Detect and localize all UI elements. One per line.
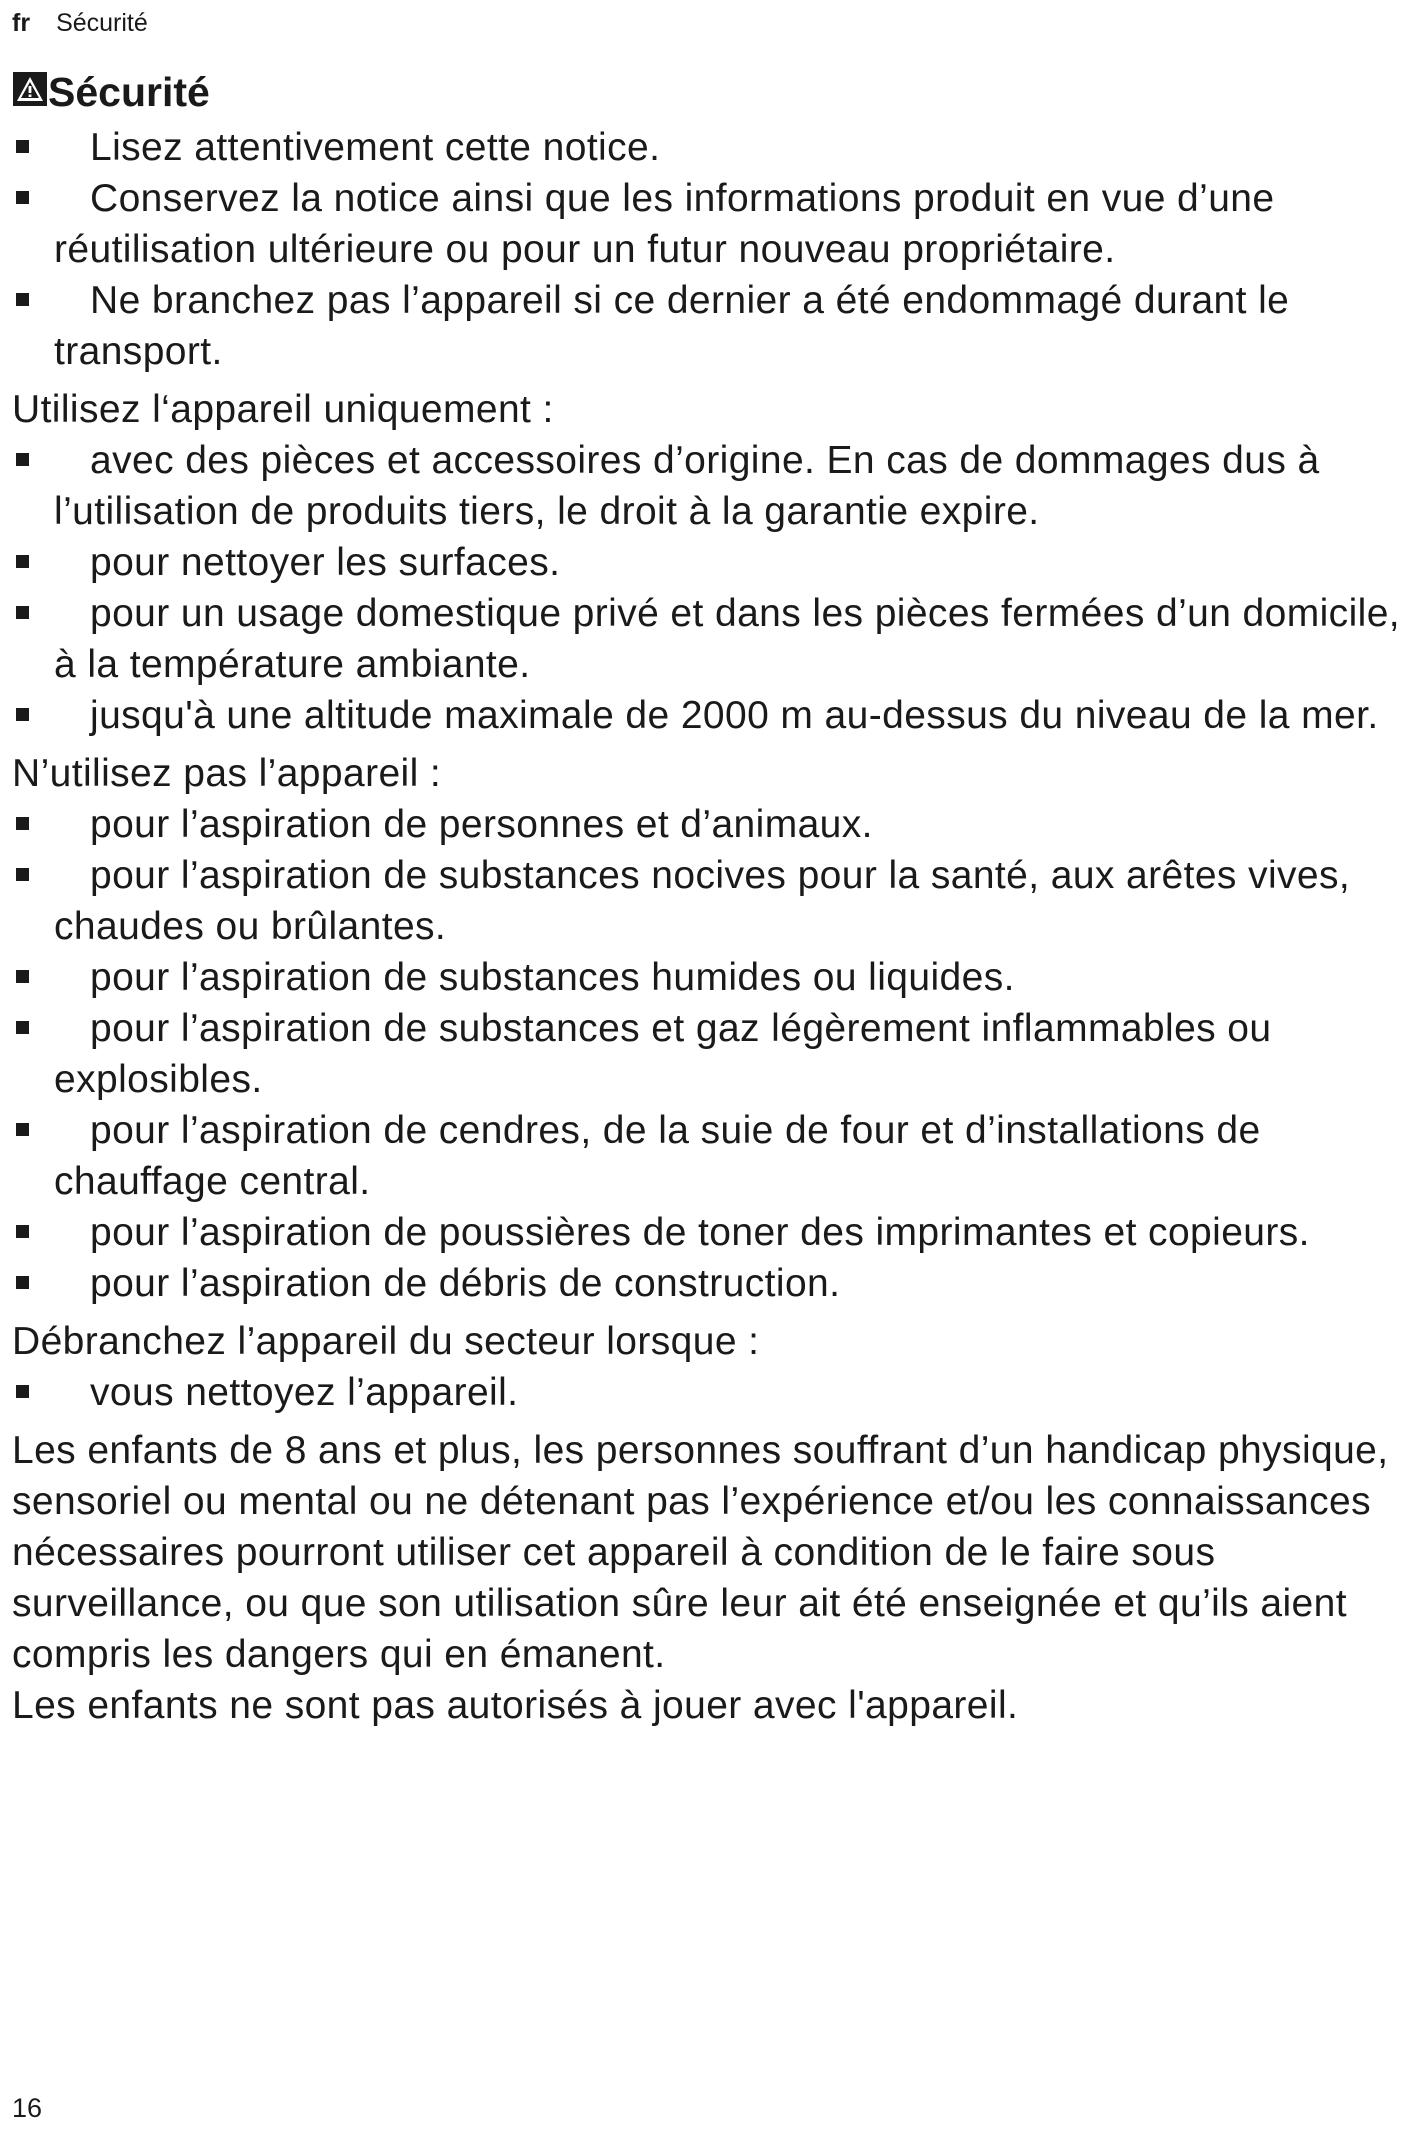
bullet-square-icon [16, 817, 29, 830]
children-play-sentence: Les enfants ne sont pas autorisés à jouer avec l'appareil. [12, 1684, 1019, 1727]
bullet-square-icon [16, 140, 29, 153]
bullet-square-icon [16, 868, 29, 881]
header-section-name: Sécurité [56, 9, 148, 37]
do-not-use-list [12, 799, 1402, 1309]
intro-list [12, 122, 1402, 377]
list-item: pour l’aspiration de substances nocives pour la santé, aux arêtes vives, chaudes ou brûlantes. [12, 850, 1402, 952]
list-item: vous nettoyez l’appareil. [12, 1367, 1402, 1418]
unplug-label: Débranchez l’appareil du secteur lorsque : [12, 1320, 760, 1363]
list-item: pour nettoyer les surfaces. [12, 537, 1402, 588]
bullet-square-icon [16, 970, 29, 983]
list-item: Conservez la notice ainsi que les informations produit en vue d’une réutilisation ultérieure ou pour un futur nouveau propriétaire. [12, 173, 1402, 275]
bullet-square-icon [16, 606, 29, 619]
unplug-list [12, 1367, 1402, 1418]
bullet-square-icon [16, 708, 29, 721]
bullet-square-icon [16, 453, 29, 466]
list-item: avec des pièces et accessoires d’origine. En cas de dommages dus à l’utilisation de produits tiers, le droit à la garantie expire. [12, 435, 1402, 537]
list-item: pour l’aspiration de personnes et d’animaux. [12, 799, 1402, 850]
safety-content [12, 64, 1402, 1731]
language-code: fr [12, 9, 31, 37]
use-only-label: Utilisez l‘appareil uniquement : [12, 388, 554, 431]
section-title [12, 64, 1402, 120]
list-item: pour l’aspiration de cendres, de la suie de four et d’installations de chauffage central. [12, 1105, 1402, 1207]
use-only-list [12, 435, 1402, 741]
list-item: pour l’aspiration de substances et gaz légèrement inflammables ou explosibles. [12, 1003, 1402, 1105]
list-item: pour l’aspiration de débris de construction. [12, 1258, 1402, 1309]
bullet-square-icon [16, 1021, 29, 1034]
list-item: pour l’aspiration de substances humides ou liquides. [12, 952, 1402, 1003]
list-item: Lisez attentivement cette notice. [12, 122, 1402, 173]
page-number: 16 [12, 2093, 43, 2123]
bullet-square-icon [16, 1123, 29, 1136]
bullet-square-icon [16, 1385, 29, 1398]
warning-triangle-icon [12, 71, 48, 107]
do-not-use-label: N’utilisez pas l’appareil : [12, 752, 442, 795]
section-title-text: Sécurité [48, 69, 210, 115]
bullet-square-icon [16, 555, 29, 568]
running-header [12, 8, 148, 38]
bullet-square-icon [16, 191, 29, 204]
list-item: Ne branchez pas l’appareil si ce dernier a été endommagé durant le transport. [12, 275, 1402, 377]
bullet-square-icon [16, 1276, 29, 1289]
children-paragraph: Les enfants de 8 ans et plus, les personnes souffrant d’un handicap physique, sensoriel ou mental ou ne détenant pas l’expérience et/ou les connaissances nécessaires pourront utiliser cet appareil à condition de le faire sous surveillance, ou que son utilisation sûre leur ait été enseignée et qu’ils aient compris les dangers qui en émanent. [12, 1429, 1389, 1676]
list-item: pour un usage domestique privé et dans les pièces fermées d’un domicile, à la température ambiante. [12, 588, 1402, 690]
list-item: jusqu'à une altitude maximale de 2000 m au-dessus du niveau de la mer. [12, 690, 1402, 741]
bullet-square-icon [16, 1225, 29, 1238]
bullet-square-icon [16, 293, 29, 306]
list-item: pour l’aspiration de poussières de toner des imprimantes et copieurs. [12, 1207, 1402, 1258]
